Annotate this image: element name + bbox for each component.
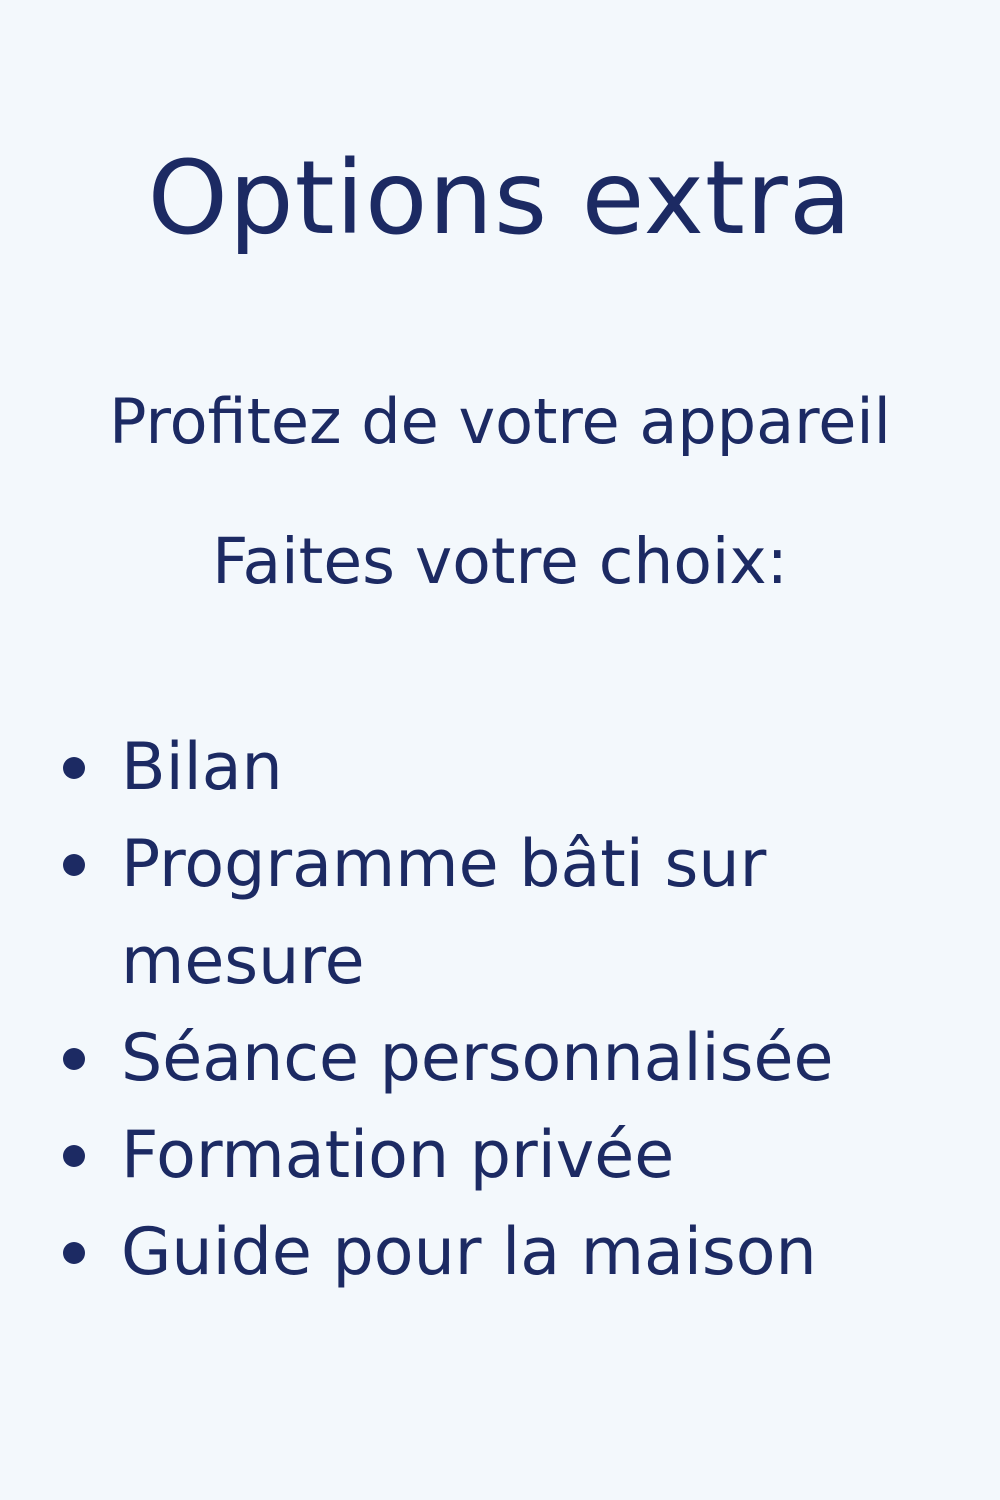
option-item-seance — [0, 1010, 981, 1107]
option-label: Séance personnalisée — [121, 1021, 834, 1096]
option-item-formation — [0, 1107, 981, 1204]
option-item-guide — [0, 1204, 981, 1301]
option-item-bilan — [0, 719, 981, 816]
option-label: Bilan — [121, 730, 283, 805]
bullet-icon — [63, 1145, 85, 1167]
bullet-icon — [63, 1242, 85, 1264]
option-label: Formation privée — [121, 1118, 675, 1193]
option-label: Programme bâti sur mesure — [121, 827, 767, 999]
intro-text: Profitez de votre appareil — [109, 385, 891, 458]
option-item-programme — [0, 816, 981, 1010]
bullet-icon — [63, 854, 85, 876]
bullet-icon — [63, 1048, 85, 1070]
option-label: Guide pour la maison — [121, 1215, 817, 1290]
choice-prompt: Faites votre choix: — [212, 525, 788, 598]
options-list — [0, 719, 1000, 1301]
page-title: Options extra — [147, 139, 853, 258]
bullet-icon — [63, 757, 85, 779]
